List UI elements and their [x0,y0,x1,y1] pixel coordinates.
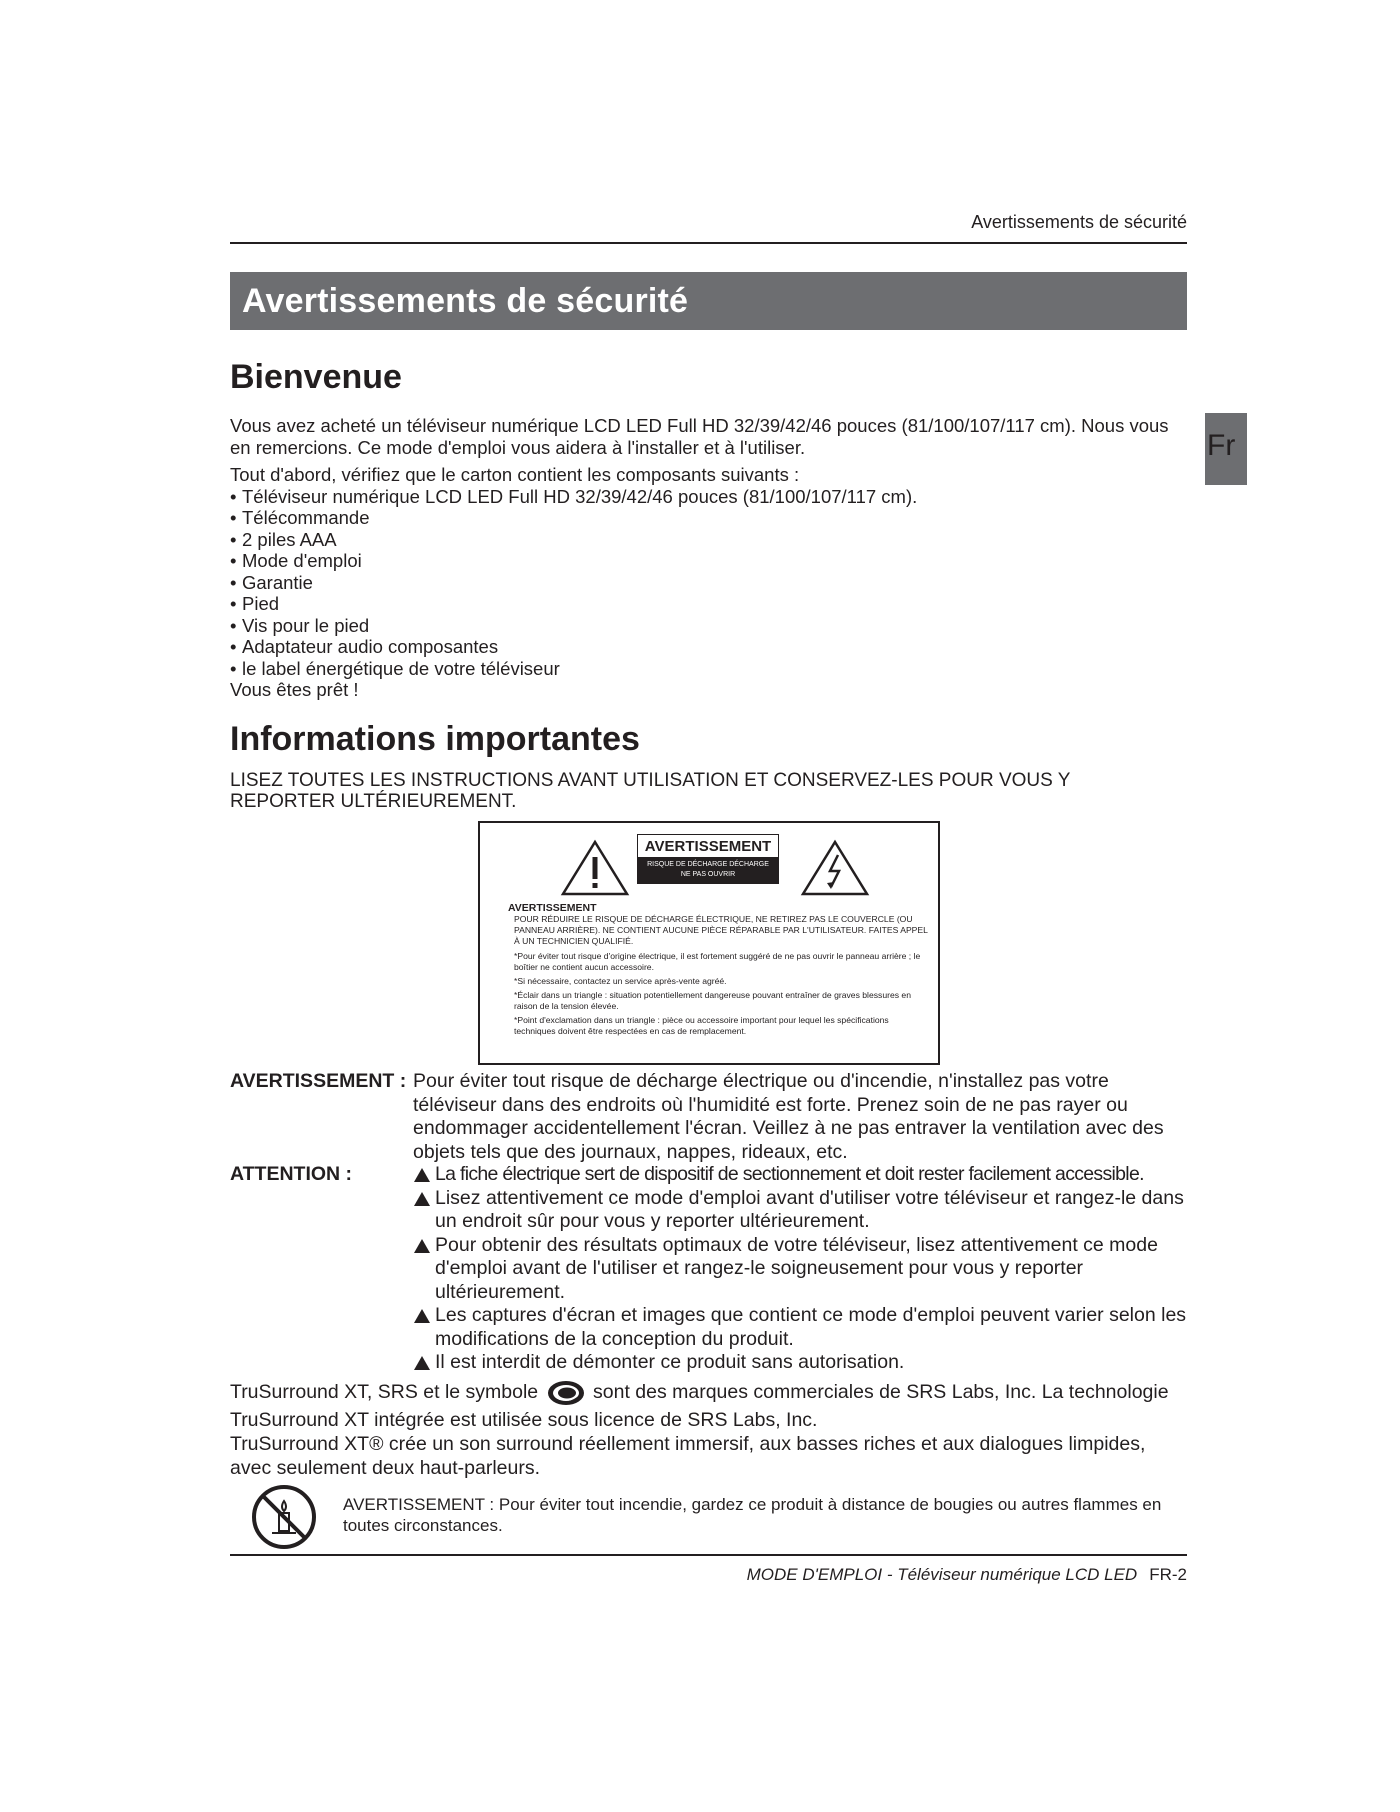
list-item: • le label énergétique de votre téléviseur [230,658,1180,680]
warning-sticker-title: AVERTISSEMENT [644,838,772,855]
running-header: Avertissements de sécurité [971,212,1187,232]
list-item: • Téléviseur numérique LCD LED Full HD 32/39/42/46 pouces (81/100/107/117 cm). [230,486,1180,508]
list-item: • Pied [230,593,1180,615]
triangle-bullet-icon [413,1351,431,1373]
warning-label-main: POUR RÉDUIRE LE RISQUE DE DÉCHARGE ÉLECTRIQUE, NE RETIREZ PAS LE COUVERCLE (OU PANNEAU ARRIÈRE). NE CONTIENT AUCUNE PIÈCE RÉPARABLE PAR L'UTILISATEUR. FAITES APPEL À UN TECHNICIEN QUALIFIÉ. [514,914,928,946]
attention-item [413,1163,1193,1187]
document-page [230,0,1187,1812]
srs-text-before: TruSurround XT, SRS et le symbole [230,1381,539,1404]
section-banner [230,272,1187,330]
ready-text: Vous êtes prêt ! [230,679,359,700]
welcome-heading: Bienvenue [230,358,402,396]
list-item: • Garantie [230,572,1180,594]
srs-text-after: sont des marques commerciales de SRS Labs, Inc. La technologie TruSurround XT intégrée est utilisée sous licence de SRS Labs, Inc. [230,1381,1169,1431]
trusurround-description: TruSurround XT® crée un son surround réellement immersif, aux basses riches et aux dialogues limpides, avec seulement deux haut-parleurs. [230,1433,1146,1479]
triangle-bullet-icon [413,1304,431,1326]
warning-label-text [508,903,928,1040]
important-heading: Informations importantes [230,720,640,758]
attention-label: ATTENTION : [230,1163,353,1185]
list-item: • Vis pour le pied [230,615,1180,637]
list-item: • Mode d'emploi [230,550,1180,572]
srs-logo-icon [546,1378,586,1408]
language-tab [1205,413,1247,485]
warning-label-note: *Pour éviter tout risque d'origine électrique, il est fortement suggéré de ne pas ouvrir le panneau arrière ; le boîtier ne contient aucun accessoire. [514,951,921,972]
attention-item-text: Les captures d'écran et images que contient ce mode d'emploi peuvent varier selon les modifications de la conception du produit. [435,1304,1187,1350]
read-instructions-notice: LISEZ TOUTES LES INSTRUCTIONS AVANT UTILISATION ET CONSERVEZ-LES POUR VOUS Y REPORTER ULTÉRIEUREMENT. [230,770,1071,812]
srs-trademark-text [230,1378,1187,1432]
triangle-bullet-icon [413,1163,431,1185]
attention-item-text: Il est interdit de démonter ce produit sans autorisation. [435,1351,905,1373]
attention-list [413,1163,1193,1375]
warning-label-note: *Point d'exclamation dans un triangle : pièce ou accessoire important pour lequel les spécifications techniques doivent être respectées en cas de remplacement. [514,1015,889,1036]
package-contents-list [230,486,1180,680]
warning-label-note: *Éclair dans un triangle : situation potentiellement dangereuse pouvant entraîner de graves blessures en raison de la tension élevée. [514,990,911,1011]
banner-title: Avertissements de sécurité [242,282,689,320]
attention-item [413,1304,1193,1351]
avertissement-text: Pour éviter tout risque de décharge électrique ou d'incendie, n'installez pas votre téléviseur dans des endroits où l'humidité est forte. Prenez soin de ne pas rayer ou endommager accidentellement l'écran. Veillez à ne pas entraver la ventilation avec des objets tels que des journaux, nappes, rideaux, etc. [413,1070,1164,1163]
no-candle-icon [250,1483,318,1551]
lightning-triangle-icon [800,839,870,897]
attention-item-text: Pour obtenir des résultats optimaux de votre téléviseur, lisez attentivement ce mode d'emploi avant de l'utiliser et rangez-le soigneusement pour vous y reporter ultérieurement. [435,1233,1158,1303]
attention-item [413,1187,1193,1234]
list-item: • 2 piles AAA [230,529,1180,551]
warning-sticker-subtitle: RISQUE DE DÉCHARGE DÉCHARGE NE PAS OUVRIR [638,857,778,883]
footer-rule [230,1554,1187,1556]
attention-item-text: La fiche électrique sert de dispositif de sectionnement et doit rester facilement accessible. [435,1163,1144,1185]
page-number: FR-2 [1149,1565,1187,1584]
warning-label-box [478,821,940,1065]
footer-title: MODE D'EMPLOI - Téléviseur numérique LCD LED [746,1565,1138,1584]
header-rule [230,242,1187,244]
candle-warning-text: AVERTISSEMENT : Pour éviter tout incendie, gardez ce produit à distance de bougies ou autres flammes en toutes circonstances. [343,1495,1162,1535]
attention-item [413,1234,1193,1305]
page-footer [747,1565,1187,1585]
welcome-section [230,415,1180,707]
list-item: • Télécommande [230,507,1180,529]
attention-item-text: Lisez attentivement ce mode d'emploi avant d'utiliser votre téléviseur et rangez-le dans un endroit sûr pour vous y reporter ultérieurement. [435,1186,1184,1232]
avertissement-label: AVERTISSEMENT : [230,1070,407,1092]
attention-item [413,1351,1193,1375]
list-item: • Adaptateur audio composantes [230,636,1180,658]
package-check: Tout d'abord, vérifiez que le carton contient les composants suivants : [230,464,800,485]
welcome-intro: Vous avez acheté un téléviseur numérique LCD LED Full HD 32/39/42/46 pouces (81/100/107/117 cm). Nous vous en remercions. Ce mode d'emploi vous aidera à l'installer et à l'utiliser. [230,415,1169,458]
warning-sticker [637,834,779,884]
triangle-bullet-icon [413,1234,431,1256]
exclamation-triangle-icon [560,839,630,897]
triangle-bullet-icon [413,1187,431,1209]
warning-label-note: *Si nécessaire, contactez un service après-vente agréé. [514,976,727,986]
language-tab-label: Fr [1207,429,1236,462]
warning-label-heading: AVERTISSEMENT [508,902,597,914]
